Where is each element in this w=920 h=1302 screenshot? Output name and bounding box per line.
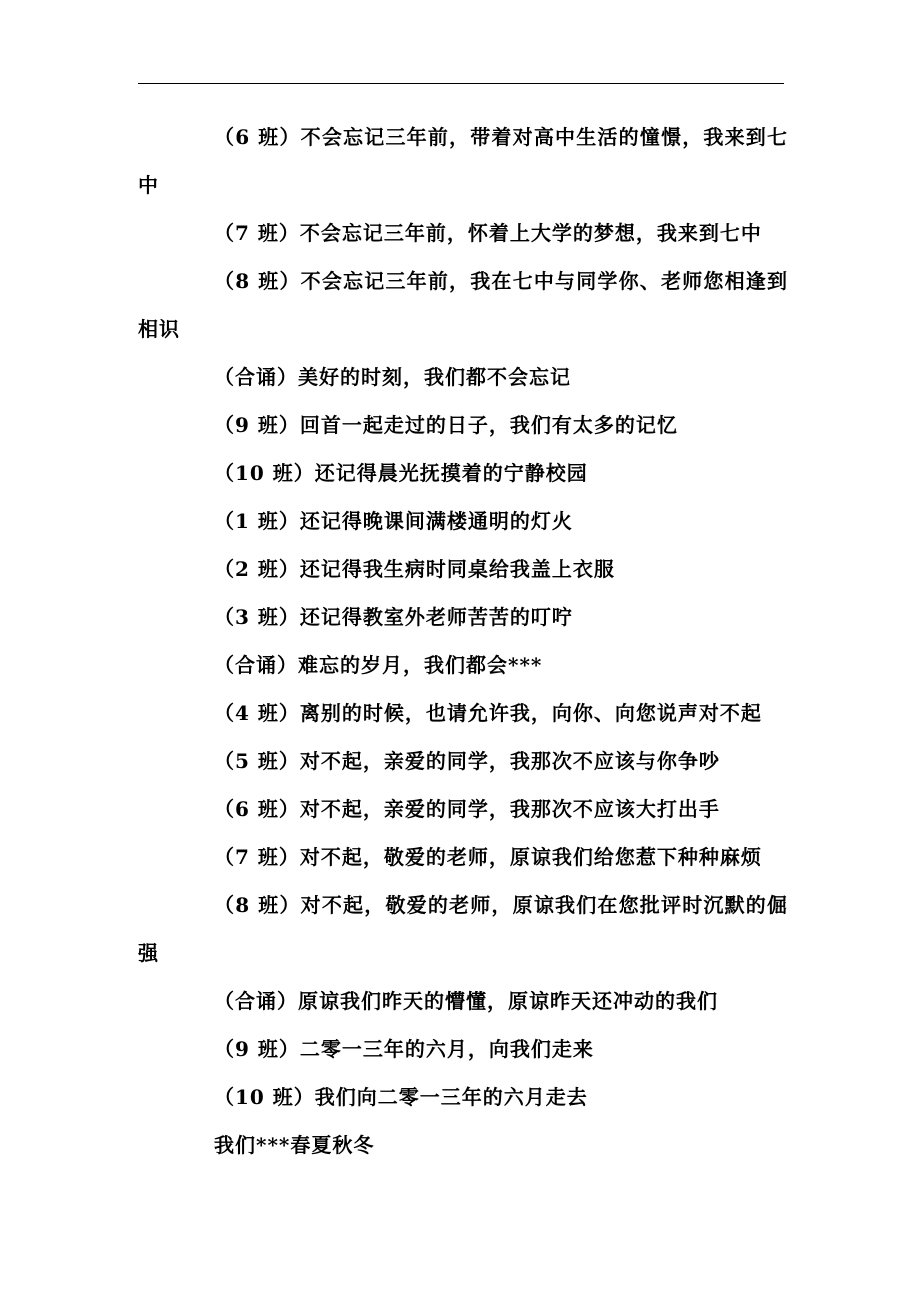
text-line: （合诵）美好的时刻，我们都不会忘记 bbox=[214, 365, 571, 389]
text-line: （9 班）回首一起走过的日子，我们有太多的记忆 bbox=[214, 413, 678, 437]
text-line: （7 班）不会忘记三年前，怀着上大学的梦想，我来到七中 bbox=[214, 221, 762, 245]
text-line: （8 班）对不起，敬爱的老师，原谅我们在您批评时沉默的倔强 bbox=[138, 893, 788, 965]
text-line: （2 班）还记得我生病时同桌给我盖上衣服 bbox=[214, 557, 615, 581]
text-line: （7 班）对不起，敬爱的老师，原谅我们给您惹下种种麻烦 bbox=[214, 845, 762, 869]
text-line: 我们***春夏秋冬 bbox=[214, 1133, 375, 1157]
text-line: （合诵）原谅我们昨天的懵懂，原谅昨天还冲动的我们 bbox=[214, 989, 718, 1013]
text-line: （10 班）我们向二零一三年的六月走去 bbox=[214, 1085, 588, 1109]
text-line: （6 班）对不起，亲爱的同学，我那次不应该大打出手 bbox=[214, 797, 720, 821]
text-line: （6 班）不会忘记三年前，带着对高中生活的憧憬，我来到七中 bbox=[138, 125, 788, 197]
document-body bbox=[138, 113, 788, 1169]
text-line: （8 班）不会忘记三年前，我在七中与同学你、老师您相逢到相识 bbox=[138, 269, 788, 341]
text-line: （合诵）难忘的岁月，我们都会*** bbox=[214, 653, 543, 677]
text-line: （1 班）还记得晚课间满楼通明的灯火 bbox=[214, 509, 573, 533]
text-line: （9 班）二零一三年的六月，向我们走来 bbox=[214, 1037, 594, 1061]
text-line: （5 班）对不起，亲爱的同学，我那次不应该与你争吵 bbox=[214, 749, 720, 773]
text-line: （10 班）还记得晨光抚摸着的宁静校园 bbox=[214, 461, 588, 485]
text-line: （4 班）离别的时候，也请允许我，向你、向您说声对不起 bbox=[214, 701, 762, 725]
text-line: （3 班）还记得教室外老师苦苦的叮咛 bbox=[214, 605, 573, 629]
header-rule bbox=[138, 83, 784, 84]
